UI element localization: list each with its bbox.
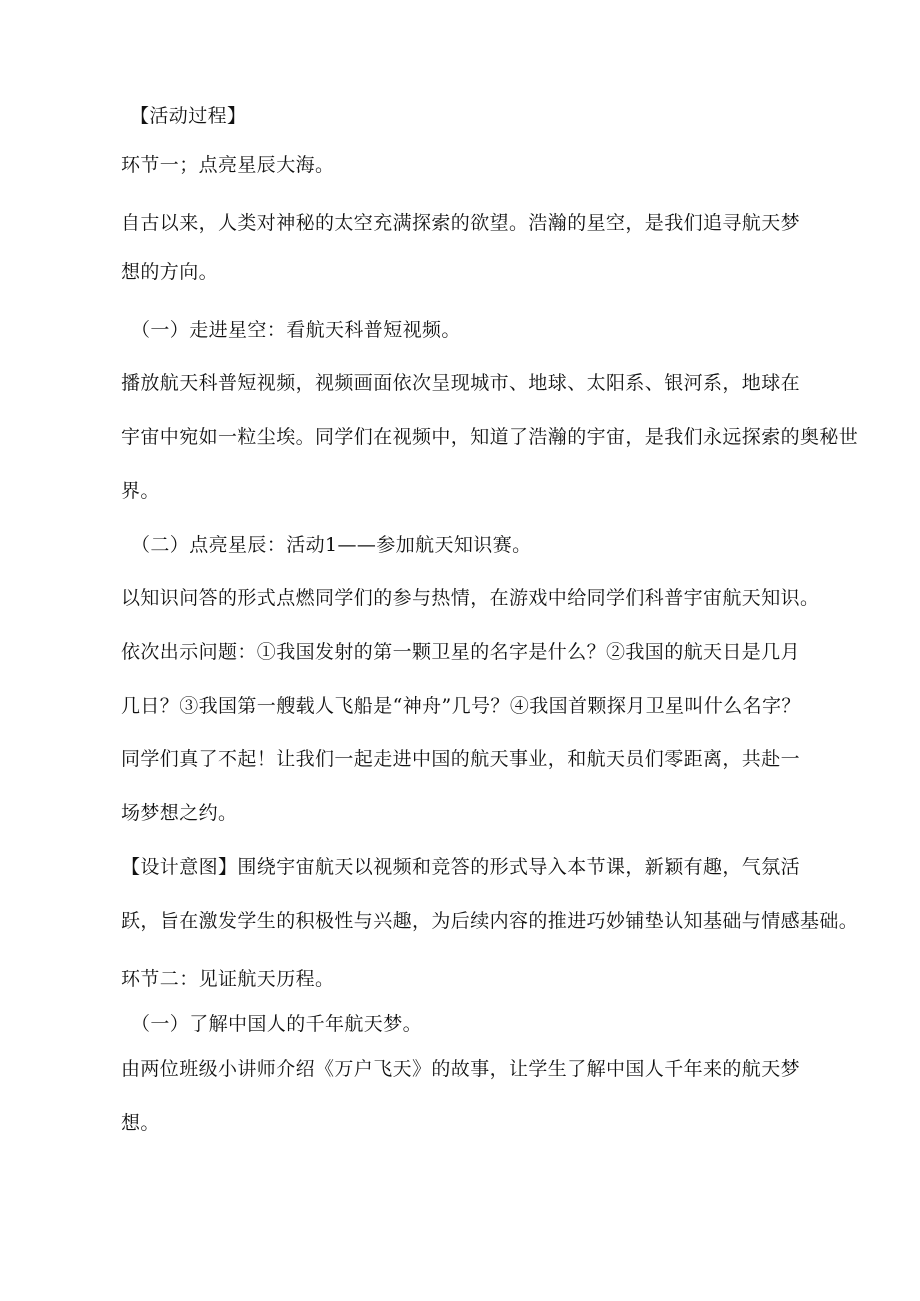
paragraph-line: 播放航天科普短视频，视频画面依次呈现城市、地球、太阳系、银河系，地球在 bbox=[121, 372, 801, 394]
paragraph-line: 几日？③我国第一艘载人飞船是“神舟”几号？④我国首颗探月卫星叫什么名字？ bbox=[121, 695, 801, 717]
paragraph-line: 界。 bbox=[121, 480, 160, 502]
paragraph-line: 自古以来，人类对神秘的太空充满探索的欲望。浩瀚的星空，是我们追寻航天梦 bbox=[121, 212, 801, 234]
paragraph-line: 依次出示问题：①我国发射的第一颗卫星的名字是什么？②我国的航天日是几月 bbox=[121, 641, 801, 663]
paragraph-line: 想。 bbox=[121, 1112, 160, 1134]
paragraph-line: 由两位班级小讲师介绍《万户飞天》的故事，让学生了解中国人千年来的航天梦 bbox=[121, 1058, 801, 1080]
paragraph-line: 以知识问答的形式点燃同学们的参与热情，在游戏中给同学们科普宇宙航天知识。 bbox=[121, 587, 820, 609]
stage-two-title: 环节二：见证航天历程。 bbox=[121, 968, 335, 990]
stage-one-title: 环节一；点亮星辰大海。 bbox=[121, 154, 335, 176]
subsection-title: （二）点亮星辰：活动1——参加航天知识赛。 bbox=[131, 534, 532, 556]
subsection-title: （一）走进星空：看航天科普短视频。 bbox=[131, 319, 461, 341]
paragraph-line: 场梦想之约。 bbox=[121, 802, 238, 824]
section-heading-activity-process: 【活动过程】 bbox=[130, 105, 247, 127]
paragraph-line: 想的方向。 bbox=[121, 261, 219, 283]
subsection-title: （一）了解中国人的千年航天梦。 bbox=[131, 1013, 423, 1035]
paragraph-line: 同学们真了不起！让我们一起走进中国的航天事业，和航天员们零距离，共赴一 bbox=[121, 748, 801, 770]
design-intent-line: 【设计意图】围绕宇宙航天以视频和竞答的形式导入本节课，新颖有趣，气氛活 bbox=[121, 856, 801, 878]
paragraph-line: 宇宙中宛如一粒尘埃。同学们在视频中，知道了浩瀚的宇宙，是我们永远探索的奥秘世 bbox=[121, 426, 859, 448]
design-intent-line: 跃，旨在激发学生的积极性与兴趣，为后续内容的推进巧妙铺垫认知基础与情感基础。 bbox=[121, 910, 859, 932]
